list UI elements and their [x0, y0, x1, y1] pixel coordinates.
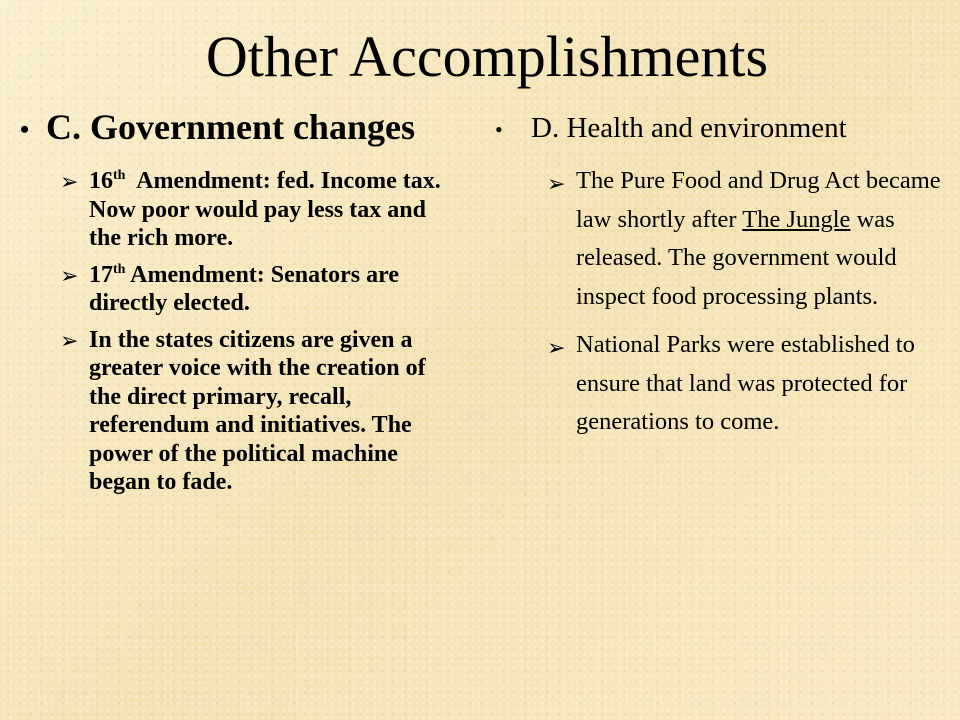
list-item: [547, 162, 955, 316]
bullet-icon: •: [20, 115, 30, 144]
arrow-bullet-icon: ➢: [547, 336, 566, 361]
left-heading: [20, 108, 460, 149]
list-item: [547, 326, 955, 442]
right-sub-list: [547, 162, 955, 442]
arrow-bullet-icon: ➢: [60, 328, 79, 354]
bullet-icon: •: [495, 117, 503, 142]
arrow-bullet-icon: ➢: [547, 172, 566, 197]
book-title: The Jungle: [742, 205, 851, 233]
arrow-bullet-icon: ➢: [60, 263, 79, 289]
item-text: 16th Amendment: fed. Income tax. Now poor would pay less tax and the rich more.: [89, 168, 453, 251]
item-text: In the states citizens are given a greater voice with the creation of the direct primary, recall, referendum and initiatives. The power of the political machine began to fade.: [89, 326, 426, 495]
list-item: [60, 261, 460, 318]
slide-title: Other Accomplishments: [205, 24, 769, 89]
right-heading-text: D. Health and environment: [531, 112, 847, 144]
right-column: [495, 108, 955, 452]
item-text: National Parks were established to ensure that land was protected for generations to come.: [576, 331, 915, 435]
item-text: 17th Amendment: Senators are directly elected.: [89, 261, 399, 316]
item-text: The Pure Food and Drug Act became law shortly after The Jungle was released. The government would inspect food processing plants.: [576, 167, 941, 310]
arrow-bullet-icon: ➢: [60, 170, 79, 195]
left-column: [20, 108, 460, 505]
list-item: [60, 326, 460, 497]
left-sub-list: [60, 167, 460, 497]
right-heading: [495, 110, 955, 148]
list-item: [60, 167, 460, 253]
left-heading-text: C. Government changes: [46, 107, 415, 147]
